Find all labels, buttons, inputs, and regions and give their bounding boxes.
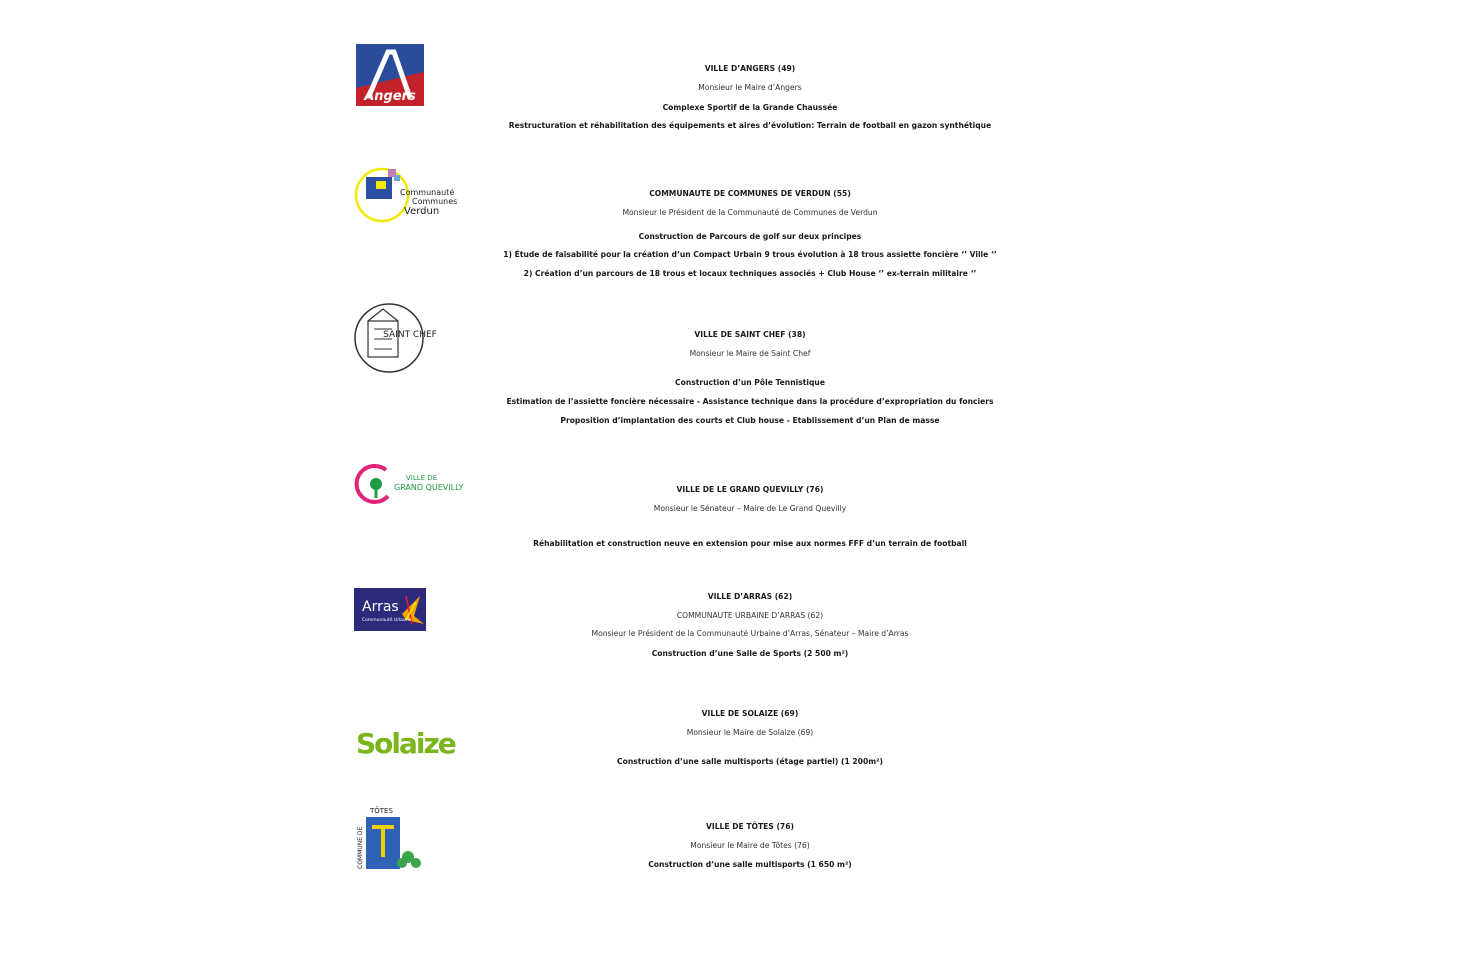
verdun-logo-text-1: Communauté [400, 188, 455, 197]
angers-logo-text: Angers [364, 89, 416, 104]
arras-logo-sub: Communauté Urbaine [362, 618, 412, 623]
grand-quevilly-logo-text-2: GRAND QUEVILLY [394, 483, 464, 492]
entry-title: VILLE DE LE GRAND QUEVILLY (76) [676, 485, 824, 494]
entry-project: Construction d’une Salle de Sports (2 500 m²) [651, 649, 849, 658]
entry-title: VILLE DE SAINT CHEF (38) [694, 330, 806, 339]
entry-title: VILLE D’ARRAS (62) [707, 592, 793, 601]
grand-quevilly-logo-text-1: VILLE DE [406, 474, 438, 482]
entry-contact: Monsieur le Sénateur – Maire de Le Grand Quevilly [653, 504, 847, 513]
entry-title: VILLE D’ANGERS (49) [704, 64, 796, 73]
entry-detail: Restructuration et réhabilitation des équipements et aires d’évolution: Terrain de football en gazon synthétique [508, 121, 992, 130]
saint-chef-logo-text: SAINT CHEF [383, 330, 437, 340]
entry-contact: Monsieur le Président de la Communauté de Communes de Verdun [622, 208, 878, 217]
entry-contact: COMMUNAUTE URBAINE D’ARRAS (62) [676, 611, 824, 620]
entry-contact: Monsieur le Maire de Solaize (69) [686, 728, 814, 737]
entry-project: Construction d’une salle multisports (étage partiel) (1 200m²) [617, 757, 883, 766]
entry-detail: 2) Création d’un parcours de 18 trous et locaux techniques associés + Club House ‘’ ex-terrain militaire ‘’ [523, 269, 977, 278]
grand-quevilly-logo [354, 460, 464, 506]
entry-title: VILLE DE SOLAIZE (69) [701, 709, 799, 718]
entry-project: Construction d’une salle multisports (1 650 m²) [648, 860, 852, 869]
entry-detail: Estimation de l’assiette foncière nécessaire - Assistance technique dans la procédure d’expropriation du fonciers [506, 397, 994, 406]
solaize-logo-text: Solaize [356, 727, 455, 760]
arras-logo-text: Arras [362, 599, 399, 615]
angers-logo [354, 42, 426, 108]
entry-project: Construction de Parcours de golf sur deux principes [638, 232, 862, 241]
verdun-logo-text-3: Verdun [404, 206, 440, 217]
entry-detail: 1) Étude de faisabilité pour la création d’un Compact Urbain 9 trous évolution à 18 trous assiette foncière ‘’ Ville ‘’ [503, 250, 997, 259]
entry-detail: Proposition d’implantation des courts et Club house - Etablissement d’un Plan de masse [560, 416, 940, 425]
entry-contact: Monsieur le Maire de Tôtes (76) [690, 841, 810, 850]
verdun-logo-text-2: Communes [412, 197, 458, 206]
totes-logo-text-1: COMMUNE DE [357, 826, 364, 869]
entry-project: Réhabilitation et construction neuve en extension pour mise aux normes FFF d’un terrain de football [533, 539, 967, 548]
entry-project: Construction d’un Pôle Tennistique [675, 378, 825, 387]
entry-project: Complexe Sportif de la Grande Chaussée [662, 103, 838, 112]
entry-contact: Monsieur le Président de la Communauté Urbaine d’Arras, Sénateur – Maire d’Arras [591, 629, 909, 638]
entry-contact: Monsieur le Maire de Saint Chef [689, 349, 811, 358]
entry-title: VILLE DE TÔTES (76) [706, 822, 794, 831]
entry-contact: Monsieur le Maire d’Angers [698, 83, 802, 92]
totes-logo-text-2: TÔTES [370, 807, 393, 815]
entry-title: COMMUNAUTE DE COMMUNES DE VERDUN (55) [649, 189, 851, 198]
